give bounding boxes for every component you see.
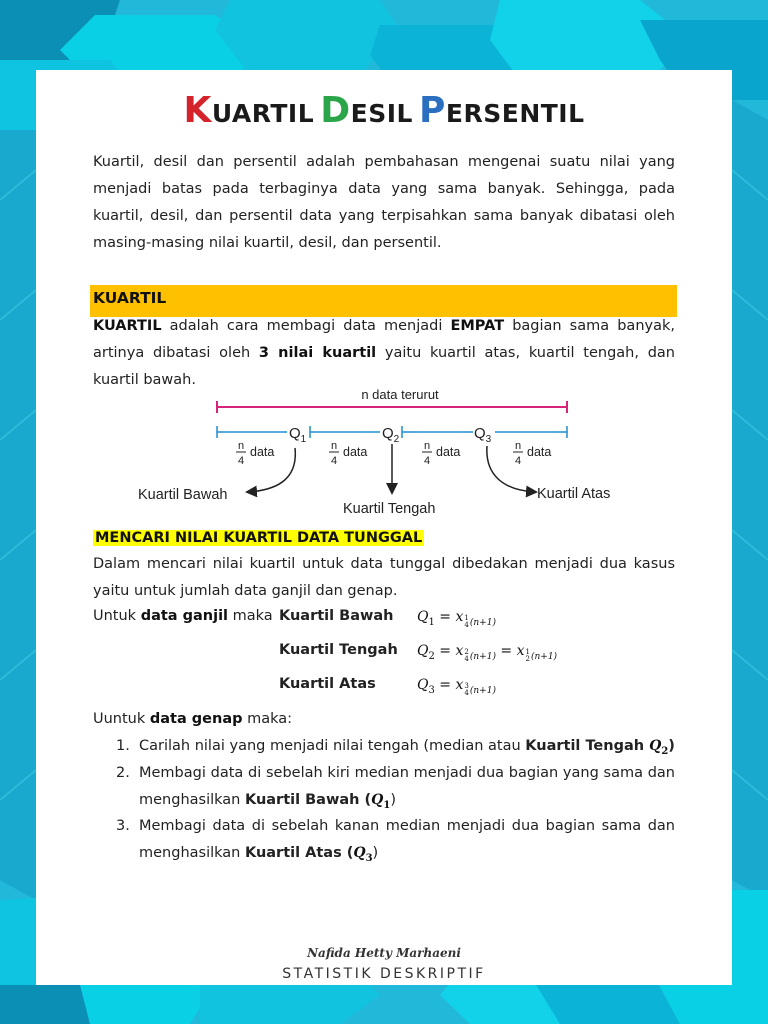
- formula-q1: $Q_1 = x_{1 4(n+1)}$: [417, 609, 496, 630]
- diagram-q1: $Q_1$: [289, 425, 307, 445]
- svg-text:data: data: [436, 445, 461, 459]
- label-kuartil-tengah: Kuartil Tengah: [343, 501, 436, 517]
- footer-subject: STATISTIK DESKRIPTIF: [282, 966, 486, 982]
- page-title: KUARTIL DESIL PERSENTIL: [183, 90, 585, 131]
- heading-mencari: MENCARI NILAI KUARTIL DATA TUNGGAL: [95, 530, 423, 546]
- formula-label-tengah: Kuartil Tengah: [279, 642, 398, 658]
- ganjil-intro: Untuk data ganjil maka: [93, 608, 273, 624]
- label-kuartil-bawah: Kuartil Bawah: [138, 487, 228, 503]
- svg-text:4: 4: [330, 455, 338, 467]
- formula-label-bawah: Kuartil Bawah: [279, 608, 394, 624]
- kuartil-definition: KUARTIL adalah cara membagi data menjadi EMPAT bagian sama banyak, artinya dibatasi oleh 3 nilai kuartil yaitu kuartil atas, kuartil tengah, dan kuartil bawah.: [93, 318, 675, 388]
- svg-text:n: n: [237, 440, 245, 452]
- svg-text:n: n: [423, 440, 431, 452]
- step-1-number: 1.: [116, 738, 130, 754]
- quartile-diagram: [130, 382, 640, 520]
- svg-text:n: n: [514, 440, 522, 452]
- step-2: Membagi data di sebelah kiri median menjadi dua bagian yang sama dan menghasilkan Kuartil Bawah $(Q_1)$: [139, 765, 675, 811]
- diagram-q2: $Q_2$: [382, 425, 400, 445]
- svg-text:4: 4: [423, 455, 431, 467]
- svg-text:data: data: [250, 445, 275, 459]
- svg-text:data: data: [343, 445, 368, 459]
- formula-q3: $Q_3 = x_{3 4(n+1)}$: [417, 677, 496, 698]
- mencari-paragraph: Dalam mencari nilai kuartil untuk data tunggal dibedakan menjadi dua kasus yaitu untuk jumlah data ganjil dan genap.: [93, 556, 675, 599]
- svg-text:n: n: [330, 440, 338, 452]
- diagram-q3: $Q_3$: [474, 425, 492, 445]
- step-2-number: 2.: [116, 765, 130, 781]
- formula-label-atas: Kuartil Atas: [279, 676, 376, 692]
- author-signature: Nafida Hetty Marhaeni: [307, 946, 461, 960]
- diagram-top-label: n data terurut: [361, 387, 439, 402]
- genap-intro: Uuntuk data genap maka:: [93, 711, 293, 727]
- svg-text:data: data: [527, 445, 552, 459]
- step-1: Carilah nilai yang menjadi nilai tengah (median atau Kuartil Tengah $Q_2$): [139, 738, 675, 757]
- formula-q2: $Q_2 = x_{2 4(n+1)} = x_{1 2(n+1)}$: [417, 643, 558, 664]
- section-title-kuartil: KUARTIL: [93, 289, 167, 307]
- svg-text:4: 4: [514, 455, 522, 467]
- step-3: Membagi data di sebelah kanan median menjadi dua bagian sama dan menghasilkan Kuartil Atas $(Q_3)$: [139, 818, 675, 864]
- step-3-number: 3.: [116, 818, 130, 834]
- intro-paragraph: Kuartil, desil dan persentil adalah pembahasan mengenai suatu nilai yang menjadi batas pada terbaginya data yang sama banyak. Sehingga, pada kuartil, desil, dan persentil data yang terpisahkan sama banyak dibatasi oleh masing-masing nilai kuartil, desil, dan persentil.: [93, 154, 675, 251]
- label-kuartil-atas: Kuartil Atas: [537, 486, 611, 502]
- svg-text:4: 4: [237, 455, 245, 467]
